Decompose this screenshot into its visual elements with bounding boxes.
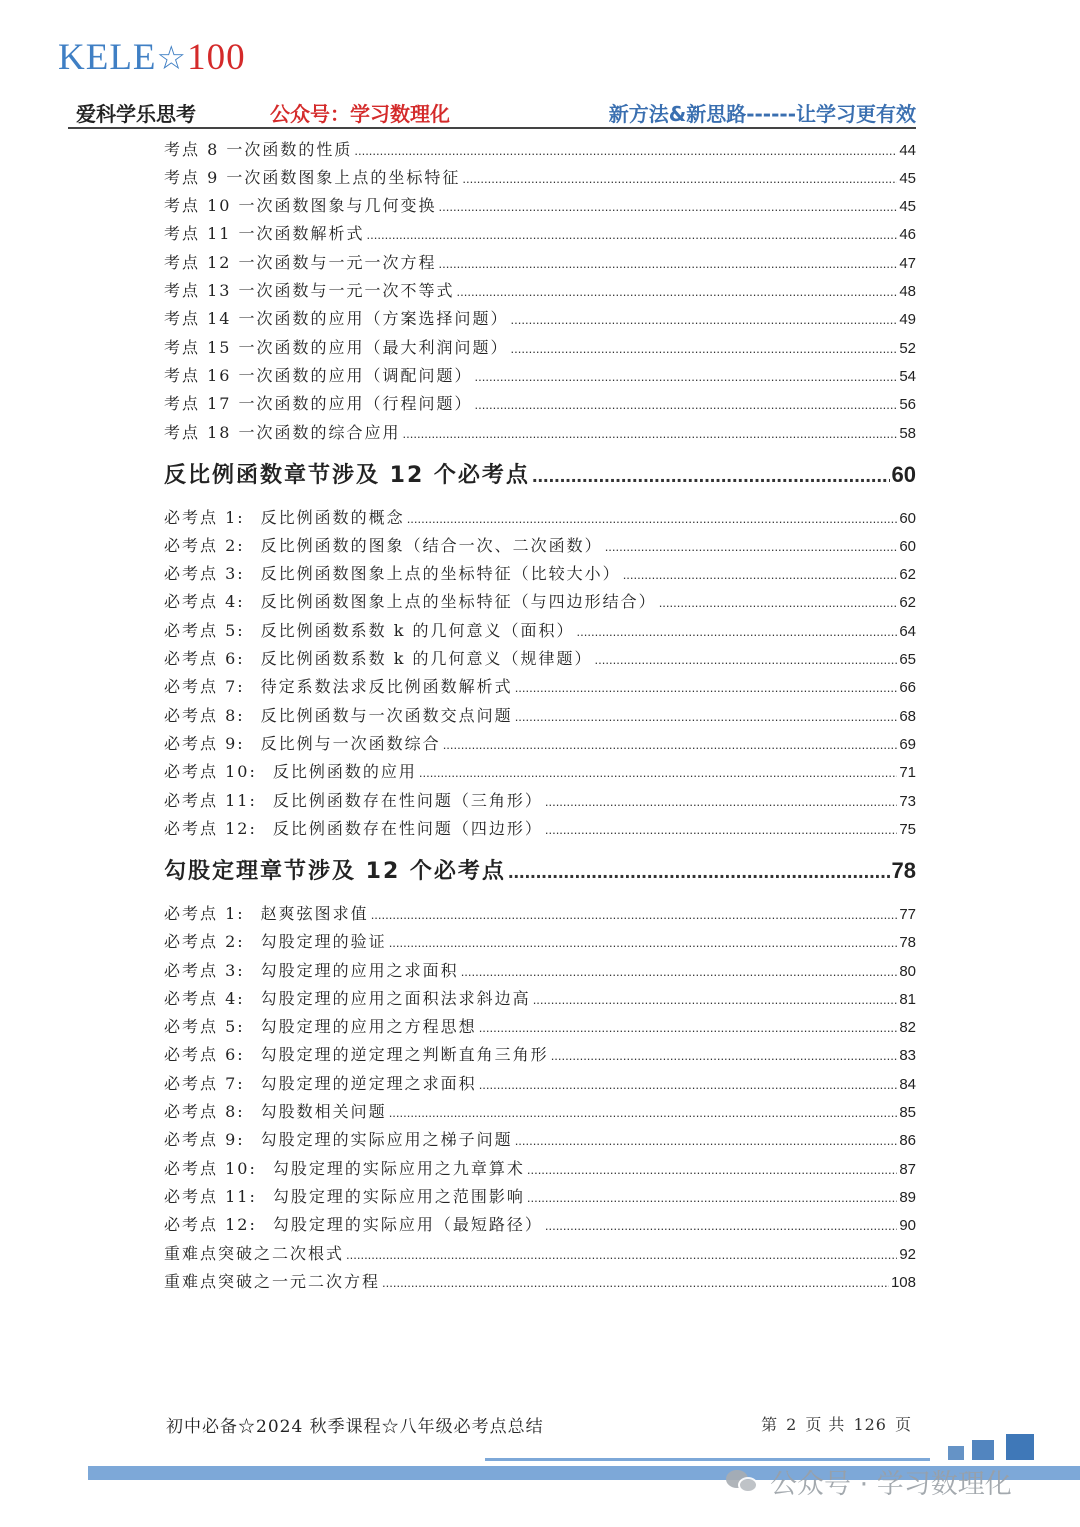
toc-leader-dots — [545, 794, 897, 809]
toc-leader-dots — [659, 595, 898, 610]
toc-entry-page: 47 — [899, 255, 916, 272]
toc-entry[interactable] — [164, 929, 916, 957]
toc-leader-dots — [443, 737, 898, 752]
page-mid: 页 共 — [805, 1415, 846, 1434]
toc-entry-number: 必考点 2: — [164, 536, 245, 555]
page-suffix: 页 — [894, 1415, 912, 1434]
toc-entry-number: 必考点 9: — [164, 1130, 245, 1149]
toc-entry-number: 必考点 3: — [164, 961, 245, 980]
toc-entry-number: 必考点 10: — [164, 762, 257, 781]
toc-entry[interactable] — [164, 618, 916, 646]
toc-entry[interactable] — [164, 165, 916, 193]
toc-leader-dots — [479, 1020, 898, 1035]
toc-entry[interactable] — [164, 646, 916, 674]
footer-decor-square — [972, 1440, 994, 1460]
toc-entry-label: 考点 10 一次函数图象与几何变换 — [164, 196, 437, 215]
toc-entry-title: 反比例与一次函数综合 — [260, 734, 441, 753]
toc-section-heading[interactable] — [164, 458, 916, 494]
toc-section-label: 反比例函数章节涉及 12 个必考点 — [164, 463, 530, 488]
footer-decor-square — [948, 1446, 964, 1460]
toc-entry[interactable] — [164, 420, 916, 448]
toc-entry[interactable] — [164, 589, 916, 617]
toc-leader-dots — [475, 369, 898, 384]
toc-entry[interactable] — [164, 986, 916, 1014]
toc-entry-page: 86 — [899, 1132, 916, 1149]
toc-entry[interactable] — [164, 193, 916, 221]
page-number: 2 — [786, 1415, 798, 1434]
toc-entry[interactable] — [164, 1071, 916, 1099]
toc-entry[interactable] — [164, 363, 916, 391]
toc-entry-number: 必考点 11: — [164, 791, 257, 810]
toc-entry-number: 必考点 6: — [164, 1045, 245, 1064]
toc-leader-dots — [407, 511, 898, 526]
toc-entry-page: 75 — [899, 821, 916, 838]
toc-leader-dots — [527, 1162, 897, 1177]
toc-entry[interactable] — [164, 1042, 916, 1070]
toc-leader-dots — [533, 992, 898, 1007]
toc-entry[interactable] — [164, 1156, 916, 1184]
toc-entry-page: 45 — [899, 198, 916, 215]
toc-entry-number: 必考点 1: — [164, 904, 245, 923]
toc-entry-label: 重难点突破之一元二次方程 — [164, 1272, 381, 1291]
toc-entry-title: 勾股定理的逆定理之求面积 — [260, 1074, 477, 1093]
toc-leader-dots — [475, 397, 898, 412]
page-prefix: 第 — [761, 1415, 779, 1434]
toc-entry-title: 勾股定理的应用之求面积 — [260, 961, 459, 980]
toc-leader-dots — [605, 539, 898, 554]
toc-entry-page: 46 — [899, 226, 916, 243]
toc-entry-label: 考点 12 一次函数与一元一次方程 — [164, 253, 437, 272]
toc-entry-page: 60 — [899, 538, 916, 555]
footer-decor-thin-bar — [485, 1458, 930, 1461]
toc-leader-dots — [595, 652, 898, 667]
toc-entry[interactable] — [164, 306, 916, 334]
toc-entry-title: 反比例函数系数 k 的几何意义（规律题） — [260, 649, 593, 668]
toc-leader-dots — [515, 709, 898, 724]
header-slogan: 爱科学乐思考 — [76, 102, 196, 126]
toc-entry[interactable] — [164, 674, 916, 702]
toc-entry-number: 必考点 3: — [164, 564, 245, 583]
toc-entry-label: 考点 14 一次函数的应用（方案选择问题） — [164, 309, 509, 328]
toc-leader-dots — [439, 199, 898, 214]
toc-entry-number: 必考点 11: — [164, 1187, 257, 1206]
toc-leader-dots — [577, 624, 898, 639]
toc-entry-page: 64 — [899, 623, 916, 640]
toc-entry-title: 勾股定理的逆定理之判断直角三角形 — [260, 1045, 549, 1064]
toc-entry-label: 考点 15 一次函数的应用（最大利润问题） — [164, 338, 509, 357]
page-indicator — [757, 1412, 916, 1435]
toc-section-page: 78 — [891, 858, 916, 883]
toc-entry[interactable] — [164, 1269, 916, 1297]
toc-entry-number: 必考点 4: — [164, 989, 245, 1008]
toc-entry-page: 68 — [899, 708, 916, 725]
toc-entry-page: 66 — [899, 679, 916, 696]
toc-entry-page: 92 — [899, 1246, 916, 1263]
toc-section-label: 勾股定理章节涉及 12 个必考点 — [164, 859, 506, 884]
toc-entry-number: 必考点 9: — [164, 734, 245, 753]
toc-entry-page: 82 — [899, 1019, 916, 1036]
toc-entry-page: 60 — [899, 510, 916, 527]
toc-leader-dots — [419, 765, 897, 780]
toc-entry[interactable] — [164, 335, 916, 363]
toc-entry[interactable] — [164, 221, 916, 249]
toc-entry[interactable] — [164, 1127, 916, 1155]
toc-entry[interactable] — [164, 759, 916, 787]
toc-entry-number: 必考点 12: — [164, 819, 257, 838]
toc-entry-page: 62 — [899, 594, 916, 611]
toc-entry-number: 必考点 7: — [164, 1074, 245, 1093]
toc-entry-page: 78 — [899, 934, 916, 951]
toc-entry-label: 考点 17 一次函数的应用（行程问题） — [164, 394, 473, 413]
toc-leader-dots — [479, 1077, 898, 1092]
toc-entry-page: 89 — [899, 1189, 916, 1206]
toc-entry-number: 必考点 6: — [164, 649, 245, 668]
toc-entry-title: 反比例函数的概念 — [260, 508, 405, 527]
toc-entry-label: 考点 18 一次函数的综合应用 — [164, 423, 401, 442]
logo-star: ☆ — [156, 41, 188, 77]
toc-entry-title: 勾股定理的应用之面积法求斜边高 — [260, 989, 531, 1008]
toc-entry[interactable] — [164, 901, 916, 929]
toc-entry[interactable] — [164, 1184, 916, 1212]
toc-section-page: 60 — [891, 462, 916, 487]
toc-entry-page: 73 — [899, 793, 916, 810]
logo-kele: KELE — [58, 37, 157, 78]
toc-entry[interactable] — [164, 703, 916, 731]
toc-entry-title: 勾股定理的验证 — [260, 932, 387, 951]
toc-entry-number: 必考点 5: — [164, 621, 245, 640]
toc-entry[interactable] — [164, 1099, 916, 1127]
toc-entry[interactable] — [164, 505, 916, 533]
toc-entry-page: 69 — [899, 736, 916, 753]
toc-leader-dots — [511, 341, 898, 356]
toc-entry[interactable] — [164, 1241, 916, 1269]
toc-entry-page: 80 — [899, 963, 916, 980]
header-account: 公众号：学习数理化 — [270, 102, 450, 126]
toc-entry[interactable] — [164, 250, 916, 278]
toc-entry-page: 44 — [899, 142, 916, 159]
toc-entry[interactable] — [164, 561, 916, 589]
wechat-watermark — [726, 1462, 1012, 1501]
toc-leader-dots — [382, 1275, 889, 1290]
toc-entry-number: 必考点 8: — [164, 706, 245, 725]
toc-entry-page: 65 — [899, 651, 916, 668]
toc-entry-page: 49 — [899, 311, 916, 328]
toc-entry-title: 反比例函数系数 k 的几何意义（面积） — [260, 621, 575, 640]
toc-entry-page: 48 — [899, 283, 916, 300]
toc-entry-page: 90 — [899, 1217, 916, 1234]
toc-entry-page: 108 — [890, 1274, 916, 1291]
toc-leader-dots — [354, 143, 897, 158]
toc-leader-dots — [515, 680, 898, 695]
toc-entry-page: 71 — [899, 764, 916, 781]
toc-entry-number: 必考点 7: — [164, 677, 245, 696]
toc-entry-number: 必考点 1: — [164, 508, 245, 527]
toc-entry-label: 考点 16 一次函数的应用（调配问题） — [164, 366, 473, 385]
toc-entry[interactable] — [164, 1014, 916, 1042]
logo-number: 100 — [187, 37, 246, 78]
toc-leader-dots — [545, 1218, 897, 1233]
footer-decor-square — [1006, 1434, 1034, 1460]
toc-entry-title: 反比例函数的图象（结合一次、二次函数） — [260, 536, 603, 555]
toc-entry-title: 勾股定理的应用之方程思想 — [260, 1017, 477, 1036]
toc-entry-title: 勾股定理的实际应用之范围影响 — [272, 1187, 525, 1206]
toc-leader-dots — [461, 964, 898, 979]
toc-leader-dots — [371, 907, 898, 922]
toc-section-heading[interactable] — [164, 854, 916, 890]
toc-entry-number: 必考点 5: — [164, 1017, 245, 1036]
toc-entry-title: 待定系数法求反比例函数解析式 — [260, 677, 513, 696]
toc-entry-number: 必考点 8: — [164, 1102, 245, 1121]
watermark-text: 公众号 · 学习数理化 — [770, 1469, 1012, 1500]
toc-entry-page: 85 — [899, 1104, 916, 1121]
toc-leader-dots — [527, 1190, 897, 1205]
toc-entry[interactable] — [164, 788, 916, 816]
toc-entry[interactable] — [164, 391, 916, 419]
toc-entry-page: 45 — [899, 170, 916, 187]
toc-leader-dots — [508, 861, 890, 884]
toc-leader-dots — [511, 312, 898, 327]
toc-entry-number: 必考点 10: — [164, 1159, 257, 1178]
toc-entry[interactable] — [164, 278, 916, 306]
toc-leader-dots — [515, 1133, 898, 1148]
toc-entry-title: 反比例函数与一次函数交点问题 — [260, 706, 513, 725]
toc-leader-dots — [367, 227, 898, 242]
header-divider — [68, 127, 916, 129]
toc-leader-dots — [457, 284, 898, 299]
toc-entry-title: 反比例函数图象上点的坐标特征（与四边形结合） — [260, 592, 657, 611]
toc-entry-page: 87 — [899, 1161, 916, 1178]
toc-entry-page: 62 — [899, 566, 916, 583]
toc-entry-label: 考点 11 一次函数解析式 — [164, 224, 365, 243]
kele100-logo — [58, 36, 246, 79]
toc-entry-title: 赵爽弦图求值 — [260, 904, 369, 923]
toc-entry-title: 反比例函数存在性问题（四边形） — [272, 819, 543, 838]
toc-leader-dots — [623, 567, 898, 582]
toc-entry-number: 必考点 4: — [164, 592, 245, 611]
footer-title: 初中必备☆2024 秋季课程☆八年级必考点总结 — [166, 1417, 544, 1437]
toc-entry-page: 84 — [899, 1076, 916, 1093]
toc-entry-label: 考点 8 一次函数的性质 — [164, 140, 353, 159]
toc-entry-title: 勾股定理的实际应用（最短路径） — [272, 1215, 543, 1234]
toc-leader-dots — [462, 171, 897, 186]
toc-entry-page: 56 — [899, 396, 916, 413]
toc-entry-title: 反比例函数存在性问题（三角形） — [272, 791, 543, 810]
toc-leader-dots — [545, 822, 897, 837]
toc-leader-dots — [389, 935, 898, 950]
toc-entry-page: 77 — [899, 906, 916, 923]
toc-leader-dots — [532, 465, 890, 488]
toc-entry[interactable] — [164, 958, 916, 986]
toc-entry-title: 勾股数相关问题 — [260, 1102, 387, 1121]
toc-entry-title: 勾股定理的实际应用之九章算术 — [272, 1159, 525, 1178]
header-motto: 新方法&新思路------让学习更有效 — [608, 102, 916, 126]
toc-leader-dots — [439, 256, 898, 271]
wechat-icon — [726, 1468, 760, 1496]
toc-entry-title: 反比例函数图象上点的坐标特征（比较大小） — [260, 564, 621, 583]
toc-leader-dots — [403, 426, 898, 441]
toc-entry[interactable] — [164, 533, 916, 561]
toc-leader-dots — [346, 1247, 897, 1262]
toc-entry-title: 反比例函数的应用 — [272, 762, 417, 781]
toc-entry[interactable] — [164, 1212, 916, 1240]
toc-entry[interactable] — [164, 137, 916, 165]
page-total: 126 — [853, 1415, 887, 1434]
toc-entry-number: 必考点 2: — [164, 932, 245, 951]
toc-entry-number: 必考点 12: — [164, 1215, 257, 1234]
toc-entry-label: 重难点突破之二次根式 — [164, 1244, 345, 1263]
toc-entry[interactable] — [164, 816, 916, 844]
toc-entry-page: 54 — [899, 368, 916, 385]
toc-leader-dots — [389, 1105, 898, 1120]
toc-entry-page: 81 — [899, 991, 916, 1008]
toc-entry[interactable] — [164, 731, 916, 759]
toc-entry-title: 勾股定理的实际应用之梯子问题 — [260, 1130, 513, 1149]
toc-entry-page: 83 — [899, 1047, 916, 1064]
toc-entry-label: 考点 9 一次函数图象上点的坐标特征 — [164, 168, 461, 187]
toc-entry-label: 考点 13 一次函数与一元一次不等式 — [164, 281, 455, 300]
toc-entry-page: 52 — [899, 340, 916, 357]
toc-leader-dots — [551, 1048, 898, 1063]
toc-entry-page: 58 — [899, 425, 916, 442]
